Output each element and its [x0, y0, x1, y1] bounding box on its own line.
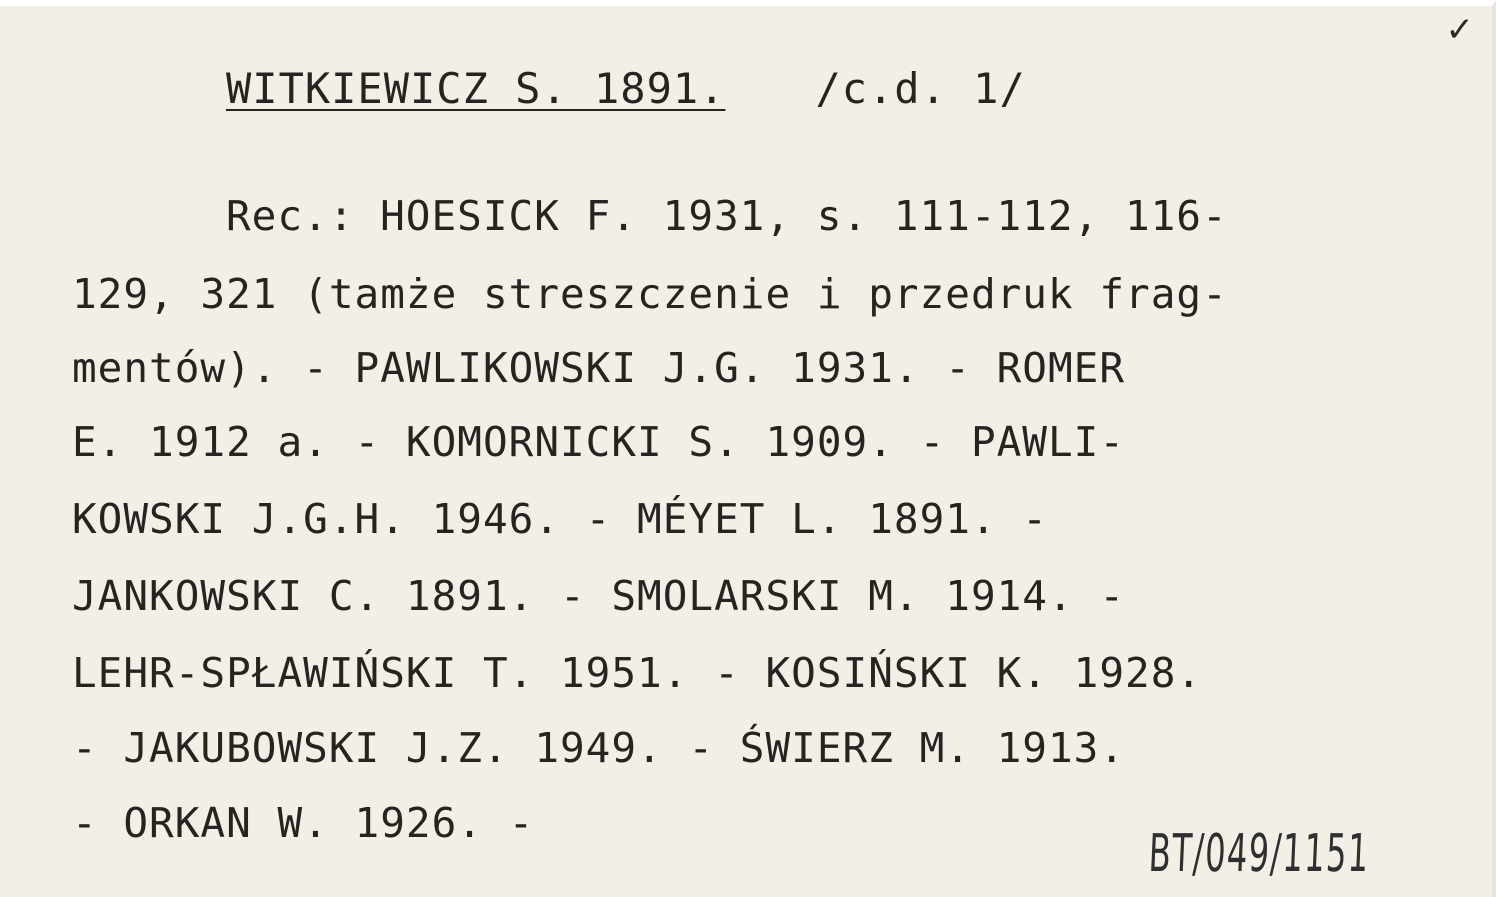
review-line: KOWSKI J.G.H. 1946. - MÉYET L. 1891. - — [72, 495, 1048, 543]
review-line: JANKOWSKI C. 1891. - SMOLARSKI M. 1914. - — [72, 572, 1126, 620]
review-line: mentów). - PAWLIKOWSKI J.G. 1931. - ROMER — [72, 344, 1126, 392]
review-line: Rec.: HOESICK F. 1931, s. 111-112, 116- — [226, 192, 1228, 240]
review-line: - JAKUBOWSKI J.Z. 1949. - ŚWIERZ M. 1913. — [72, 724, 1126, 772]
card-title: WITKIEWICZ S. 1891. — [226, 64, 726, 113]
continuation-note: /c.d. 1/ — [815, 64, 1026, 113]
review-line: E. 1912 a. - KOMORNICKI S. 1909. - PAWLI- — [72, 418, 1126, 466]
review-line: 129, 321 (tamże streszczenie i przedruk frag- — [72, 270, 1228, 318]
review-line: LEHR-SPŁAWIŃSKI T. 1951. - KOSIŃSKI K. 1928. — [72, 649, 1203, 697]
handwritten-catalog-number: BT/049/1151 — [1147, 824, 1371, 884]
check-mark-icon: ✓ — [1445, 10, 1474, 50]
card-header — [226, 64, 1026, 113]
review-line: - ORKAN W. 1926. - — [72, 799, 535, 847]
